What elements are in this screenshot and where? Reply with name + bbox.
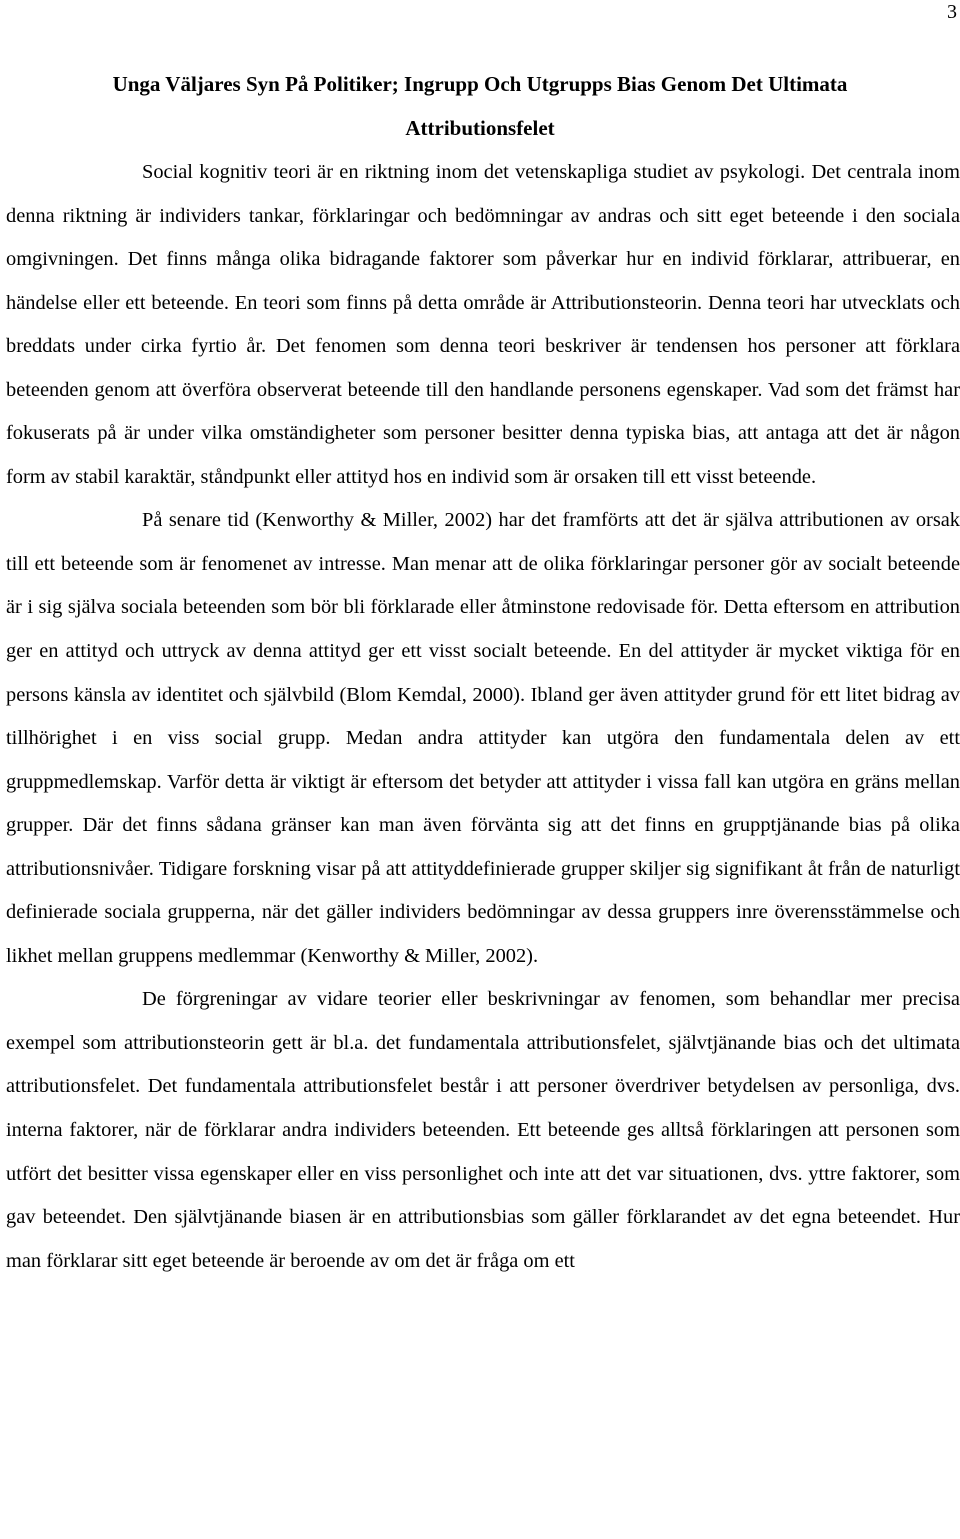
title-line-2: Attributionsfelet xyxy=(405,116,555,140)
paragraph: De förgreningar av vidare teorier eller beskrivningar av fenomen, som behandlar mer precisa exempel som attributionsteorin gett är bl.a. det fundamentala attributionsfelet, självtjänande bias och det ultimata attributionsfelet. Det fundamentala attributionsfelet består i att personer överdriver betydelsen av personliga, dvs. interna faktorer, när de förklarar andra individers beteenden. Ett beteende ges alltså förklaringen att personen som utfört det besitter vissa egenskaper eller en viss personlighet och inte att det var situationen, dvs. yttre faktorer, som gav beteendet. Den självtjänande biasen är en attributionsbias som gäller förklarandet av det egna beteendet. Hur man förklarar sitt eget beteende är beroende av om det är fråga om ett xyxy=(6,988,960,1272)
title-line-1: Unga Väljares Syn På Politiker; Ingrupp Och Utgrupps Bias Genom Det Ultimata xyxy=(112,72,848,96)
body-text xyxy=(6,151,960,1283)
paragraph: Social kognitiv teori är en riktning inom det vetenskapliga studiet av psykologi. Det centrala inom denna riktning är individers tankar, förklaringar och bedömningar av andras och sitt eget beteende i den sociala omgivningen. Det finns många olika bidragande faktorer som påverkar hur en individ förklarar, attribuerar, en händelse eller ett beteende. En teori som finns på detta område är Attributionsteorin. Denna teori har utvecklats och breddats under cirka fyrtio år. Det fenomen som denna teori beskriver är tendensen hos personer att förklara beteenden genom att överföra observerat beteende till den handlande personens egenskaper. Vad som det främst har fokuserats på är under vilka omständigheter som personer besitter denna typiska bias, att antaga att det är någon form av stabil karaktär, ståndpunkt eller attityd hos en individ som är orsaken till ett visst beteende. xyxy=(6,161,960,488)
document-title xyxy=(0,62,960,150)
page-number: 3 xyxy=(947,1,957,23)
paragraph: På senare tid (Kenworthy & Miller, 2002) har det framförts att det är själva attributionen av orsak till ett beteende som är fenomenet av intresse. Man menar att de olika förklaringar personer gör av socialt beteende är i sig själva sociala beteenden som bör bli förklarade eller åtminstone redovisade för. Detta eftersom en attribution ger en attityd och uttryck av denna attityd ger ett visst socialt beteende. En del attityder är mycket viktiga för en persons känsla av identitet och självbild (Blom Kemdal, 2000). Ibland ger även attityder grund för ett litet bidrag av tillhörighet i en viss social grupp. Medan andra attityder kan utgöra den fundamentala delen av ett gruppmedlemskap. Varför detta är viktigt är eftersom det betyder att attityder i vissa fall kan utgöra en gräns mellan grupper. Där det finns sådana gränser kan man även förvänta sig att det finns en grupptjänande bias på olika attributionsnivåer. Tidigare forskning visar på att attityddefinierade grupper skiljer sig signifikant åt från de naturligt definierade sociala grupperna, när det gäller individers bedömningar av dessa gruppers inre överensstämmelse och likhet mellan gruppens medlemmar (Kenworthy & Miller, 2002). xyxy=(6,509,960,967)
